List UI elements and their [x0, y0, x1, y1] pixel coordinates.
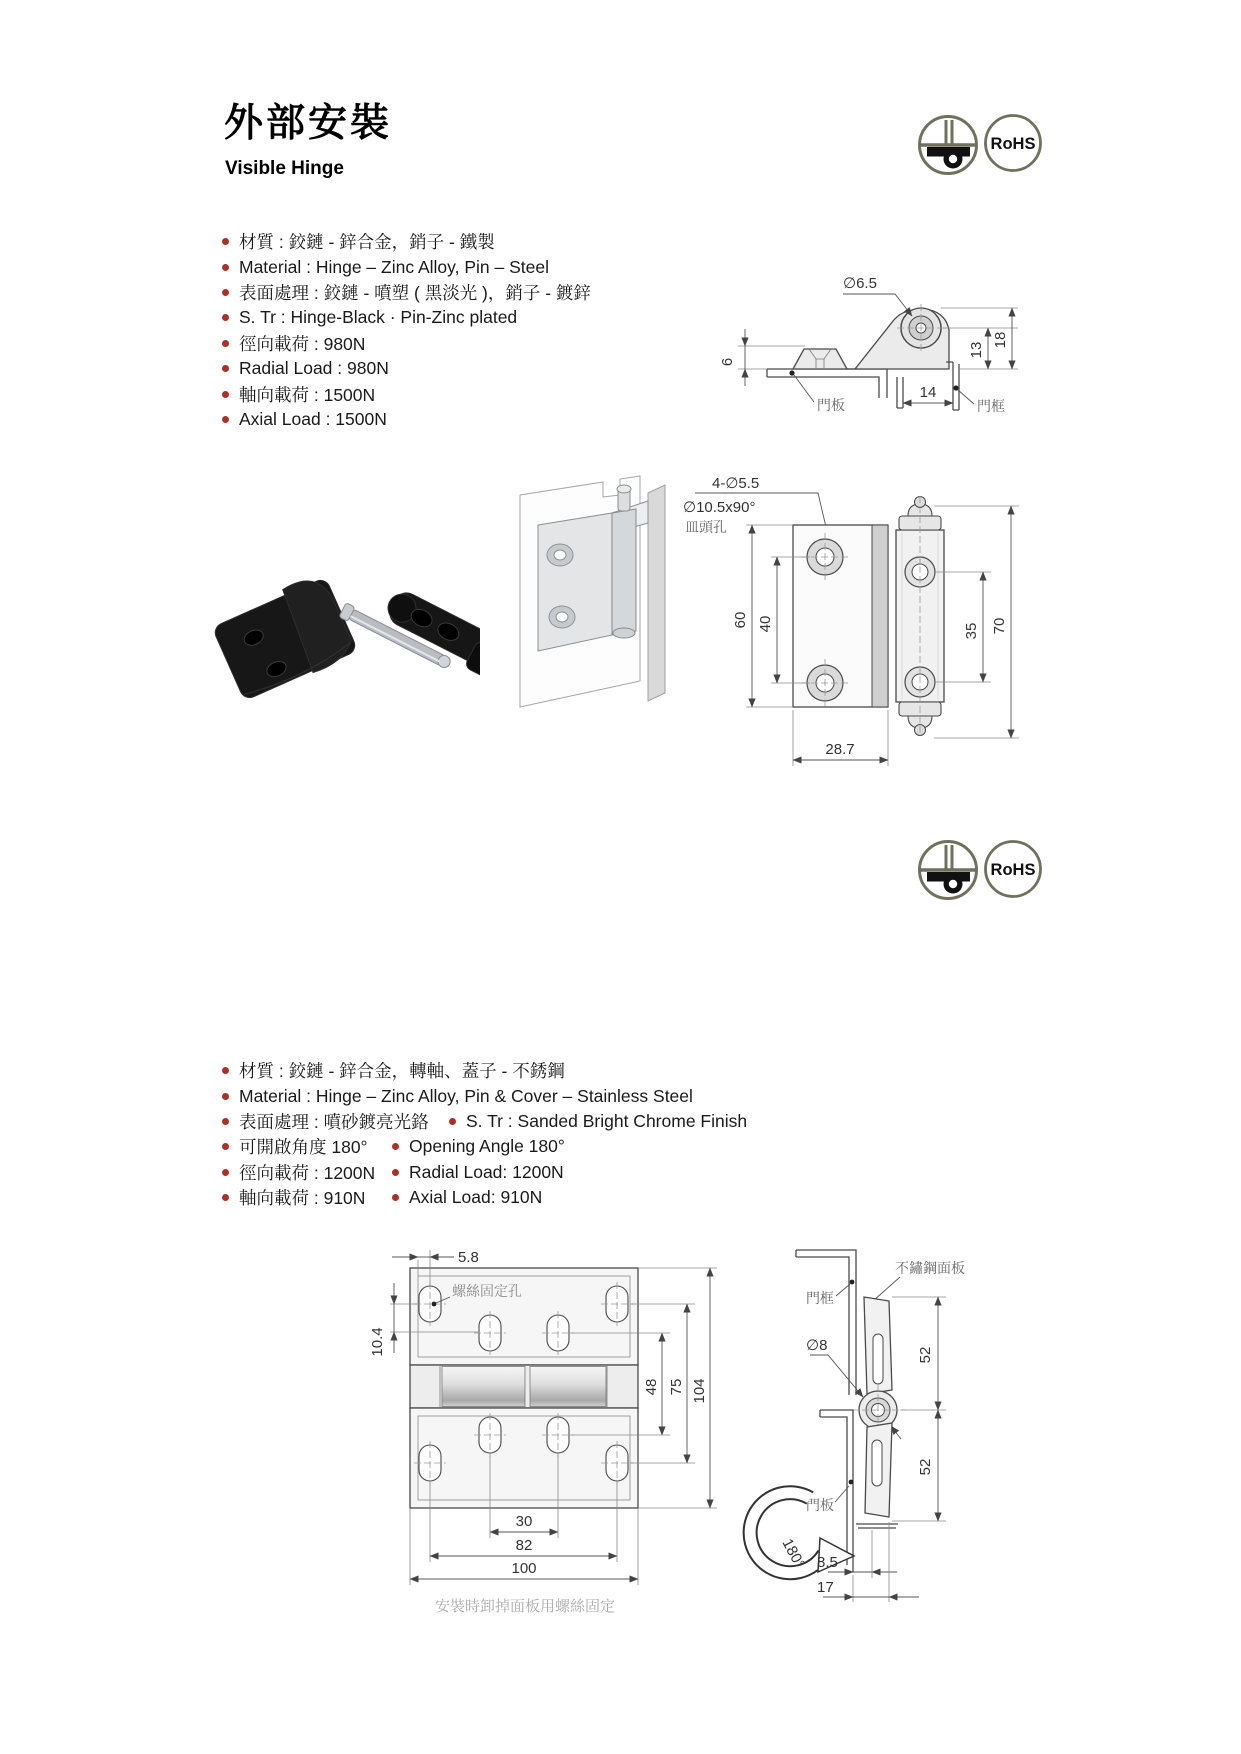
label-door-frame: 門框: [806, 1290, 834, 1306]
bullet-icon: [222, 264, 229, 271]
rohs-badge-icon: [982, 112, 1044, 174]
bullet-icon: [222, 1143, 229, 1150]
page-title: 外部安裝: [224, 102, 393, 145]
dim-70: 70: [991, 617, 1008, 635]
product-photo-parts: [200, 555, 480, 730]
dim-6: 6: [719, 357, 736, 367]
dim-35: 35: [963, 622, 980, 640]
hinge-badge-icon: [916, 113, 980, 177]
bullet-icon: [222, 238, 229, 245]
dim-40: 40: [757, 615, 774, 633]
dim-60: 60: [732, 611, 749, 629]
bullet-icon: [222, 289, 229, 296]
dim-75: 75: [668, 1378, 685, 1396]
list-item: [222, 280, 591, 305]
bullet-icon: [222, 340, 229, 347]
spec-text: 材質 : 鉸鏈 - 鋅合金，銷子 - 鐵製: [239, 232, 495, 253]
bullet-icon: [222, 365, 229, 372]
dim-8-5: 8.5: [817, 1554, 838, 1571]
bullet-icon: [222, 1194, 229, 1201]
rohs-label: RoHS: [990, 135, 1036, 153]
drawing-hinge-front-view: [650, 420, 1070, 775]
product-render-hinge: [500, 455, 675, 725]
spec-text: 材質 : 鉸鏈 - 鋅合金，轉軸、蓋子 - 不銹鋼: [239, 1061, 565, 1082]
spec-text: Radial Load : 980N: [239, 358, 389, 379]
label-door-panel: 門板: [817, 397, 845, 413]
spec-text: Opening Angle 180°: [409, 1136, 565, 1157]
dim-14: 14: [919, 384, 937, 401]
bullet-icon: [222, 416, 229, 423]
spec-text: S. Tr : Sanded Bright Chrome Finish: [466, 1110, 748, 1131]
list-item: [222, 356, 591, 381]
dim-52-lower: 52: [917, 1458, 934, 1476]
dim-dia-6-5: ∅6.5: [843, 275, 877, 292]
drawing-hinge-side-view: [650, 238, 1070, 423]
page-subtitle: Visible Hinge: [225, 158, 344, 179]
drawing-caption: 安裝時卸掉面板用螺絲固定: [435, 1598, 616, 1615]
spec-text: Radial Load: 1200N: [409, 1161, 564, 1182]
spec-text: 軸向載荷 : 1500N: [239, 384, 376, 405]
list-item: [222, 381, 591, 406]
spec-text: Axial Load: 910N: [409, 1187, 543, 1208]
hinge-leaf-part: [209, 571, 359, 703]
spec-text: 可開啟角度 180°: [239, 1137, 368, 1158]
bullet-icon: [392, 1194, 399, 1201]
dim-17: 17: [817, 1579, 834, 1596]
bullet-icon: [222, 1093, 229, 1100]
dim-csk: ∅10.5x90°: [683, 499, 756, 516]
list-item: [222, 229, 591, 254]
dim-100: 100: [511, 1560, 537, 1577]
bullet-icon: [392, 1143, 399, 1150]
dim-holes: 4-∅5.5: [712, 475, 760, 492]
spec-text: 軸向載荷 : 910N: [239, 1188, 366, 1209]
bullet-icon: [222, 314, 229, 321]
bullet-icon: [449, 1118, 456, 1125]
hinge-badge-icon: [916, 838, 980, 902]
spec-text: Material : Hinge – Zinc Alloy, Pin – Steel: [239, 256, 549, 277]
spec-text: S. Tr : Hinge-Black · Pin-Zinc plated: [239, 307, 518, 328]
dim-18: 18: [992, 331, 1009, 349]
spec-text: Material : Hinge – Zinc Alloy, Pin & Cover – Stainless Steel: [239, 1085, 693, 1106]
label-screw-hole: 螺絲固定孔: [452, 1283, 522, 1299]
dim-28-7: 28.7: [825, 741, 855, 758]
dim-52-upper: 52: [917, 1346, 934, 1364]
bullet-icon: [222, 1118, 229, 1125]
bullet-icon: [392, 1169, 399, 1176]
drawing-large-hinge-side: [660, 1110, 1000, 1630]
label-csk-hole: 皿頭孔: [685, 519, 727, 535]
bullet-icon: [222, 1169, 229, 1176]
list-item: [222, 1058, 747, 1083]
dim-13: 13: [968, 341, 985, 359]
bullet-icon: [222, 1067, 229, 1074]
spec-text: 表面處理 : 鉸鏈 - 噴塑 ( 黑淡光 )，銷子 - 鍍鋅: [239, 282, 591, 303]
label-door-frame: 門框: [977, 398, 1005, 414]
list-item: [222, 331, 591, 356]
dim-5-8: 5.8: [458, 1249, 479, 1266]
angle-180-label: 180°: [778, 1535, 809, 1572]
dim-82: 82: [515, 1537, 533, 1554]
spec-text: Axial Load : 1500N: [239, 408, 387, 429]
dim-104: 104: [691, 1378, 708, 1404]
label-stainless-panel: 不鏽鋼面板: [895, 1260, 965, 1276]
list-item: [222, 305, 591, 330]
list-item: [222, 1083, 747, 1108]
label-door-panel: 門板: [806, 1497, 834, 1513]
dim-10-4: 10.4: [369, 1327, 386, 1357]
spec-text: 表面處理 : 噴砂鍍亮光鉻: [239, 1111, 429, 1132]
bullet-icon: [222, 391, 229, 398]
list-item: [222, 254, 591, 279]
spec-text: 徑向載荷 : 980N: [239, 333, 366, 354]
spec-text: 徑向載荷 : 1200N: [239, 1162, 376, 1183]
dim-dia-8: ∅8: [806, 1337, 828, 1354]
spec-list-1: [222, 229, 591, 432]
rohs-label: RoHS: [990, 861, 1036, 879]
dim-30: 30: [515, 1513, 533, 1530]
rohs-badge-icon: [982, 838, 1044, 900]
list-item: [222, 407, 591, 432]
dim-48: 48: [643, 1378, 660, 1396]
